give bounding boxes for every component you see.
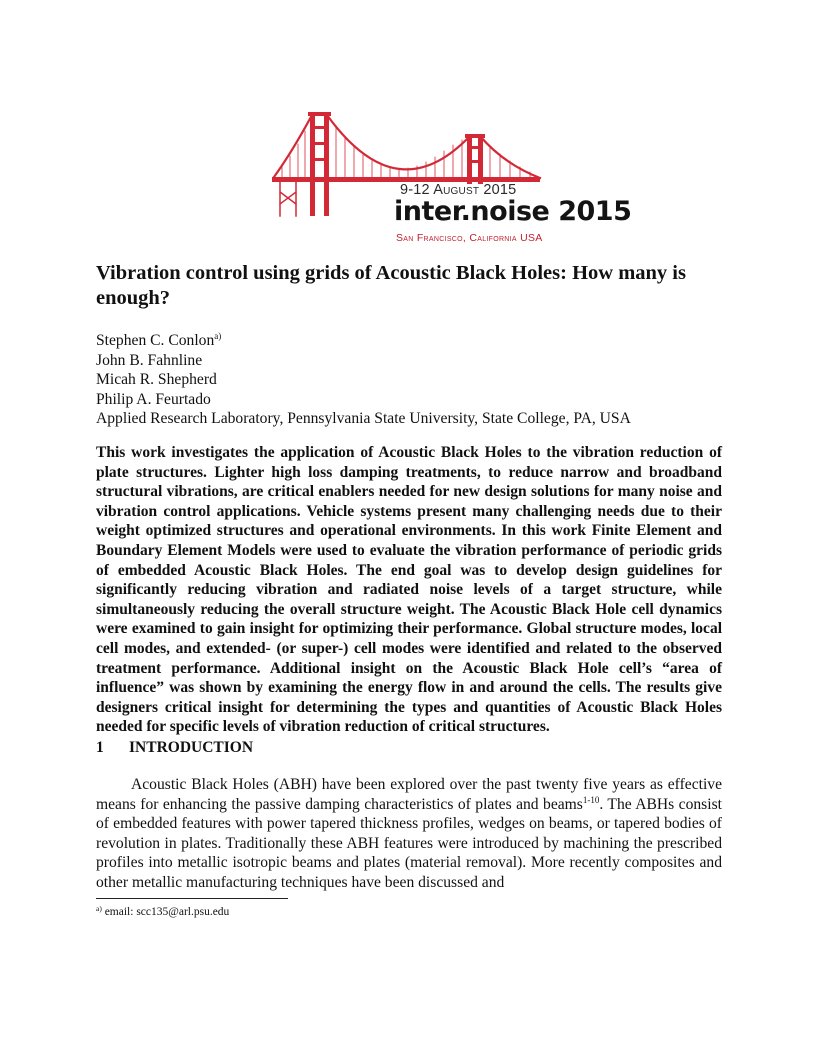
footnote-mark: a)	[96, 904, 102, 913]
author	[96, 331, 736, 351]
author	[96, 390, 736, 410]
conference-location: San Francisco, California USA	[396, 232, 543, 244]
author-name: Philip A. Feurtado	[96, 390, 211, 408]
author-name: John B. Fahnline	[96, 351, 203, 369]
conference-name: inter.noise 2015	[394, 196, 632, 227]
citation-ref: 1-10	[582, 794, 600, 805]
paper-title: Vibration control using grids of Acoustic Black Holes: How many is enough?	[96, 262, 686, 309]
footnote-divider	[96, 898, 288, 899]
footnote	[96, 906, 496, 918]
author-name: Micah R. Shepherd	[96, 371, 217, 388]
section-title: INTRODUCTION	[129, 739, 254, 756]
golden-gate-bridge-icon	[272, 112, 548, 250]
introduction-paragraph	[96, 775, 722, 893]
footnote-text: email: scc135@arl.psu.edu	[101, 906, 230, 918]
conference-logo	[272, 112, 632, 250]
author	[96, 370, 736, 390]
author	[96, 351, 736, 371]
affiliation: Applied Research Laboratory, Pennsylvania State University, State College, PA, USA	[96, 410, 631, 427]
intro-text: Acoustic Black Holes (ABH) have been explored over the past twenty five years as effective means for enhancing the passive damping characteristics of plates and beams	[96, 776, 722, 813]
section-heading	[96, 739, 496, 757]
abstract: This work investigates the application of Acoustic Black Holes to the vibration reduction of plate structures. Lighter high loss damping treatments, to reduce narrow and broadband structural vibrations, are critical enablers needed for new design solutions for many noise and vibration control applications. Vehicle systems present many challenging needs due to their weight optimized structures and operational environments. In this work Finite Element and Boundary Element Models were used to evaluate the vibration performance of periodic grids of embedded Acoustic Black Holes. The end goal was to develop design guidelines for significantly reducing vibration and radiated noise levels of a target structure, while simultaneously reducing the overall structure weight. The Acoustic Black Hole cell dynamics were examined to gain insight for optimizing their performance. Global structure modes, local cell modes, and extended- (or super-) cell modes were identified and related to the observed treatment performance. Additional insight on the Acoustic Black Hole cell’s “area of influence” was shown by examining the energy flow in and around the cells. The results give designers critical insight for determining the types and quantities of Acoustic Black Holes needed for specific levels of vibration reduction of critical structures.	[96, 444, 722, 736]
footnote-mark: a)	[214, 331, 222, 341]
intro-text-continued: . The ABHs consist of embedded features with power tapered thickness profiles, wedges on beams, or tapered bodies of revolution in plates. Traditionally these ABH features were introduced by machining the prescribed profiles into metallic isotropic beams and plates (material removal). More recently composites and other metallic manufacturing techniques have been discussed and	[96, 795, 722, 891]
section-number: 1	[96, 739, 104, 756]
conference-date: 9-12 August 2015	[400, 182, 517, 198]
author-name: Stephen C. Conlon	[96, 332, 215, 349]
author-block	[96, 331, 736, 429]
